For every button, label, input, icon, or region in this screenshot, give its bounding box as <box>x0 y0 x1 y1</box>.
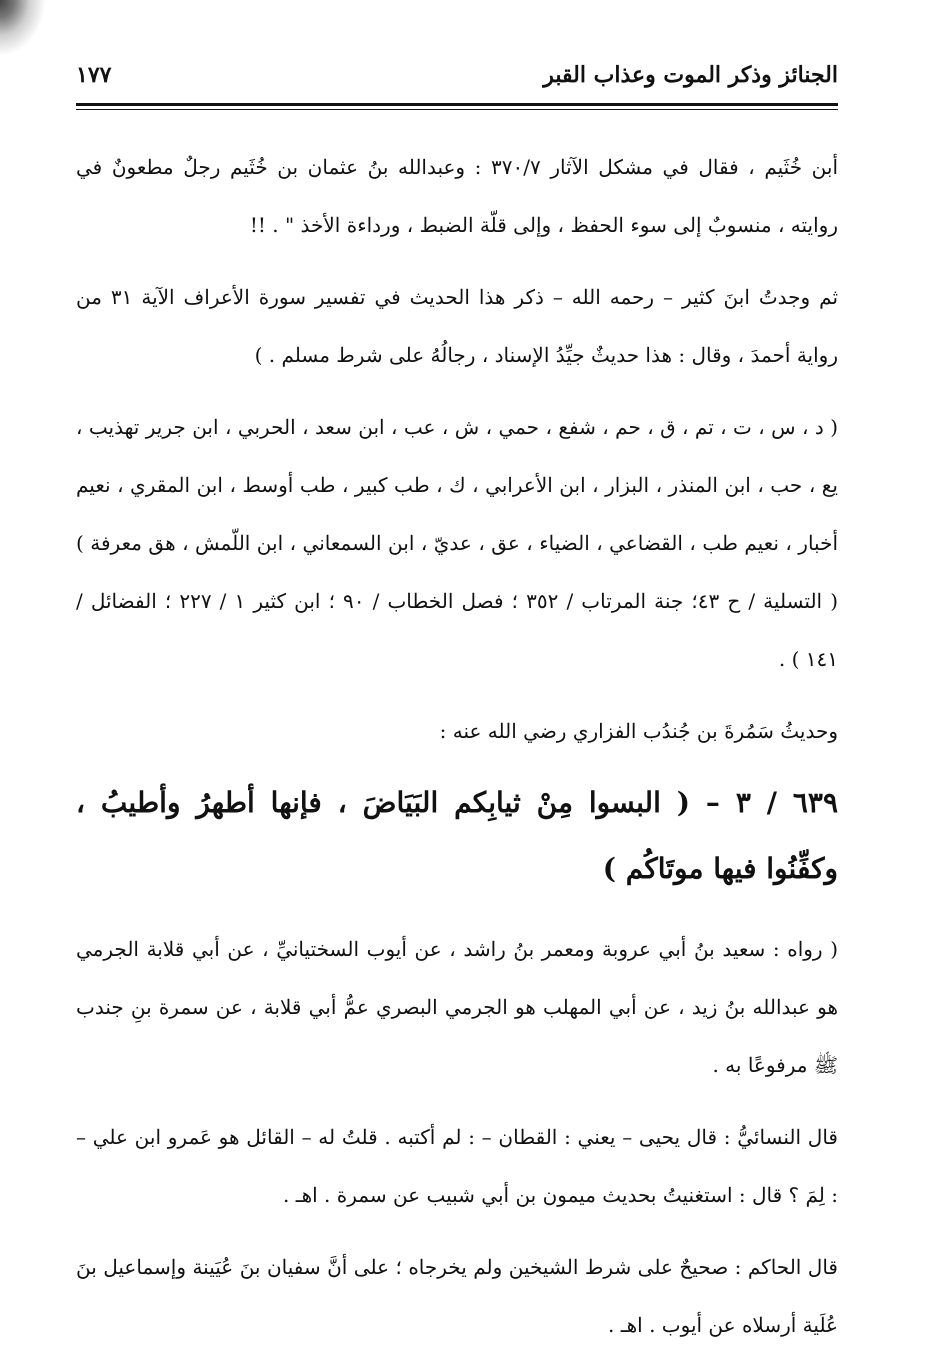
page-number: ١٧٧ <box>76 62 112 88</box>
paragraph-7: قال الحاكم : صحيحٌ على شرط الشيخين ولم يخرجاه ؛ على أنَّ سفيان بنَ عُيَينة وإسماعيل بنَ عُلَية أرسلاه عن أيوب . اهـ . <box>76 1255 838 1337</box>
running-title: الجنائز وذكر الموت وعذاب القبر <box>543 62 838 88</box>
header-rule-thin <box>76 109 838 110</box>
page-body <box>76 138 838 1368</box>
paragraph-6: قال النسائيُّ : قال يحيى – يعني : القطان – : لم أكتبه . قلتُ له – القائل هو عَمرو ابن علي – : لِمَ ؟ قال : استغنيتُ بحديث ميمون بن أبي شبيب عن سمرة . اهـ . <box>76 1125 838 1207</box>
paragraph-3: ( د ، س ، ت ، تم ، ق ، حم ، شفع ، حمي ، ش ، عب ، ابن سعد ، الحربي ، ابن جرير تهذيب ، يع ، حب ، ابن المنذر ، البزار ، ابن الأعرابي ، ك ، طب كبير ، طب أوسط ، ابن المقري ، نعيم أخبار ، نعيم طب ، القضاعي ، الضياء ، عق ، عديّ ، ابن السمعاني ، ابن اللّمش ، هق معرفة ) ( التسلية / ح ٤٣؛ جنة المرتاب / ٣٥٢ ؛ فصل الخطاب / ٩٠ ؛ ابن كثير ١ / ٢٢٧ ؛ الفضائل / ١٤١ ) . <box>76 415 839 671</box>
hadith-text: ٦٣٩ / ٣ – ( البسوا مِنْ ثيابِكم البَيَاضَ ، فإنها أطهرُ وأطيبُ ، وكفِّنُوا فيها موتَاكُم ) <box>76 786 838 885</box>
paragraph-2: ثم وجدتُ ابنَ كثير – رحمه الله – ذكر هذا الحديث في تفسير سورة الأعراف الآية ٣١ من رواية أحمدَ ، وقال : هذا حديثٌ جيِّدُ الإسناد ، رجالُهُ على شرط مسلم . ) <box>76 285 839 367</box>
scan-shadow <box>0 0 46 56</box>
page-header <box>76 56 838 102</box>
paragraph-4: وحديثُ سَمُرةَ بن جُندُب الفزاري رضي الله عنه : <box>439 719 838 743</box>
header-rule-thick <box>76 103 838 106</box>
paragraph-5: ( رواه : سعيد بنُ أبي عروبة ومعمر بنُ راشد ، عن أيوب السختيانيِّ ، عن أبي قلابة الجرمي هو عبدالله بنُ زيد ، عن أبي المهلب هو الجرمي البصري عمُّ أبي قلابة ، عن سمرة بنِ جندب ﷺ مرفوعًا به . <box>76 937 838 1077</box>
paragraph-1: أبن خُثَيم ، فقال في مشكل الآثار ٣٧٠/٧ : وعبدالله بنُ عثمان بن خُثَيم رجلٌ مطعونٌ في روايته ، منسوبٌ إلى سوء الحفظ ، وإلى قلّة الضبط ، ورداءة الأخذ " . !! <box>76 155 839 237</box>
